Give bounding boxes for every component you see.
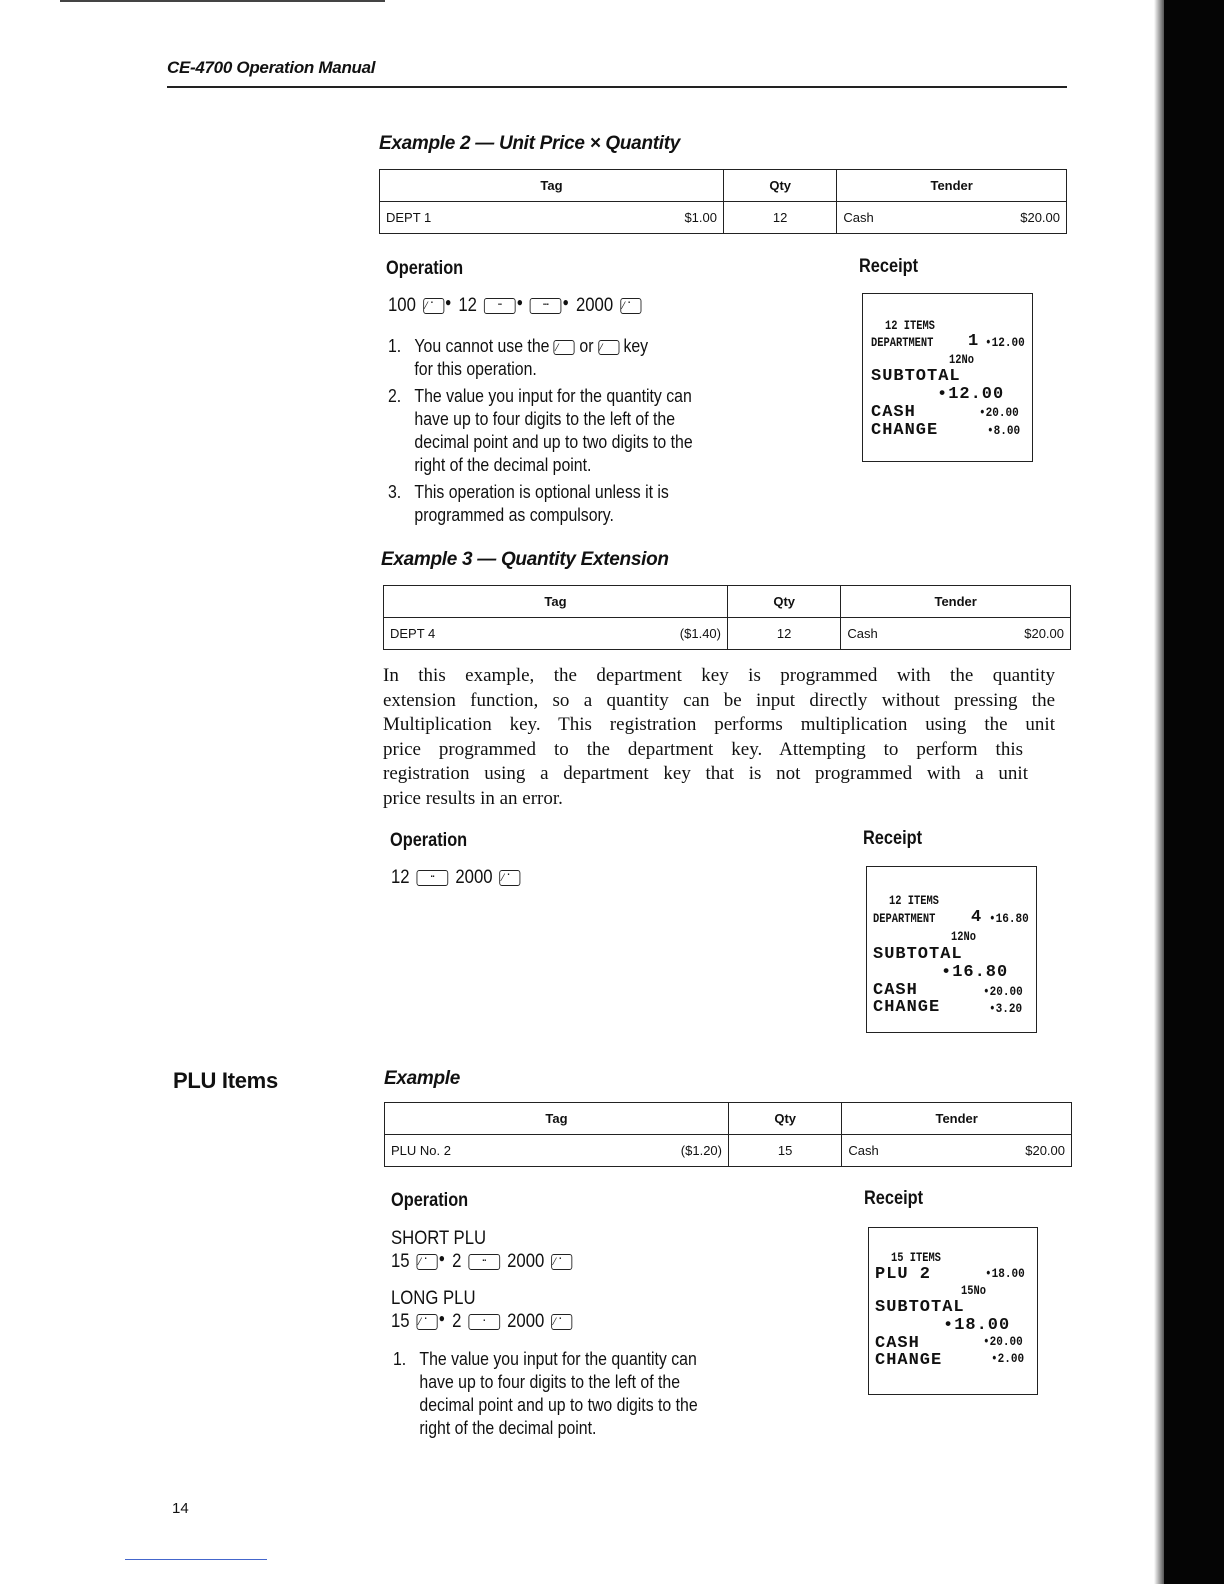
x-for-date-time-key-icon: ⁄ [554, 340, 575, 355]
x-date-time-key-icon: ⁄ ▪ [417, 1314, 438, 1330]
tender-amount: $20.00 [1020, 210, 1060, 225]
ca-amt-tend-key-icon: ⁄ ▪ [620, 298, 641, 314]
plu-notes: 1. The value you input for the quantity can have up to four digits to the left of the decimal point and up to two digits to the right of the decimal point. [393, 1349, 698, 1438]
page-number: 14 [172, 1500, 189, 1517]
tender-name: Cash [848, 1143, 879, 1158]
col-header-qty: Qty [728, 586, 841, 618]
plu-key-icon: ▪ [468, 1314, 500, 1330]
qty-value: 15 [729, 1135, 842, 1167]
plu-example-title: Example [384, 1068, 461, 1089]
ca-amt-tend-key-icon: ⁄ ▪ [551, 1254, 572, 1270]
tag-price: ($1.40) [679, 626, 721, 641]
example3-receipt-heading: Receipt [863, 828, 923, 849]
example3-operation-heading: Operation [390, 830, 468, 851]
tag-price: ($1.20) [680, 1143, 722, 1158]
plu-receipt: 15 ITEMS PLU 2 •18.00 15No SUBTOTAL •18.00 CASH •20.00 CHANGE •2.00 [868, 1227, 1038, 1395]
ca-amt-tend-key-icon: ⁄ ▪ [500, 870, 521, 886]
tag-price: $1.00 [684, 210, 717, 225]
long-plu-label: LONG PLU [391, 1288, 476, 1309]
tender-name: Cash [847, 626, 878, 641]
header-rule [167, 86, 1067, 88]
table-row [380, 202, 1067, 234]
col-header-tag: Tag [384, 586, 728, 618]
plu-receipt-heading: Receipt [864, 1188, 924, 1209]
col-header-tender: Tender [837, 170, 1067, 202]
example3-receipt: 12 ITEMS DEPARTMENT 4 •16.80 12No SUBTOTAL •16.80 CASH •20.00 CHANGE •3.20 [866, 866, 1037, 1033]
short-plu-label: SHORT PLU [391, 1228, 487, 1249]
example2-table [379, 169, 1067, 234]
scan-edge [1128, 0, 1224, 1584]
tag-name: PLU No. 2 [391, 1143, 451, 1158]
example2-title: Example 2 — Unit Price × Quantity [379, 133, 681, 154]
x-date-time-key-icon: ⁄ ▪ [423, 298, 444, 314]
table-row [385, 1135, 1072, 1167]
tender-amount: $20.00 [1025, 1143, 1065, 1158]
example3-paragraph: In this example, the department key is programmed with the quantity extension function, so a quantity can be input directly without pressing the Multiplication key. This registration performs multiplication using the unit price programmed to the department key. Attempting to perform this registration using a department key that is not programmed with a unit price results in an error. [383, 665, 1055, 809]
tender-name: Cash [843, 210, 874, 225]
example2-operation-heading: Operation [386, 258, 464, 279]
tender-amount: $20.00 [1024, 626, 1064, 641]
ca-amt-tend-key-icon: ⁄ ▪ [551, 1314, 572, 1330]
example2-receipt: 12 ITEMS DEPARTMENT 1 •12.00 12No SUBTOTAL •12.00 CASH •20.00 CHANGE •8.00 [862, 293, 1033, 462]
dept-1-key-icon: ▪▪ [484, 298, 516, 314]
qty-value: 12 [724, 202, 837, 234]
top-rule [60, 0, 385, 2]
example3-table [383, 585, 1071, 650]
qty-value: 12 [728, 618, 841, 650]
col-header-tag: Tag [385, 1103, 729, 1135]
bottom-rule [125, 1559, 267, 1560]
example2-receipt-heading: Receipt [859, 256, 919, 277]
long-plu-sequence: 15 ⁄ ▪ ● 2 ▪ 2000 ⁄ ▪ [391, 1311, 573, 1333]
x-date-time-key-icon-2: ⁄ [598, 340, 619, 355]
plu-table [384, 1102, 1072, 1167]
tag-name: DEPT 1 [386, 210, 432, 225]
plu-items-side-title: PLU Items [173, 1068, 278, 1093]
col-header-tag: Tag [380, 170, 724, 202]
page-header-title: CE-4700 Operation Manual [167, 58, 376, 77]
tag-name: DEPT 4 [390, 626, 436, 641]
col-header-tender: Tender [841, 586, 1071, 618]
subtotal-key-icon: ▪▪▪ [530, 298, 562, 314]
table-row [384, 618, 1071, 650]
col-header-tender: Tender [842, 1103, 1072, 1135]
example3-operation-sequence: 12 ▪▪ 2000 ⁄ ▪ [391, 867, 521, 889]
example2-operation-sequence: 100 ⁄ ▪ ● 12 ▪▪ ● ▪▪▪ ● 2000 ⁄ ▪ [388, 295, 641, 317]
dept-4-key-icon: ▪▪ [417, 870, 449, 886]
example3-title: Example 3 — Quantity Extension [381, 549, 669, 570]
x-date-time-key-icon: ⁄ ▪ [417, 1254, 438, 1270]
example2-notes: 1. You cannot use the ⁄ or ⁄ key for this operation. 2. The value you input for the quantity can have up to four digits to the left of the decimal point and up to two digits to the right of the decimal point. 3. This operation is optional unless it is programmed as compulsory. [388, 336, 693, 525]
col-header-qty: Qty [729, 1103, 842, 1135]
short-plu-key-icon: ▪▪ [468, 1254, 500, 1270]
plu-operation-heading: Operation [391, 1190, 469, 1211]
short-plu-sequence: 15 ⁄ ▪ ● 2 ▪▪ 2000 ⁄ ▪ [391, 1251, 573, 1273]
col-header-qty: Qty [724, 170, 837, 202]
